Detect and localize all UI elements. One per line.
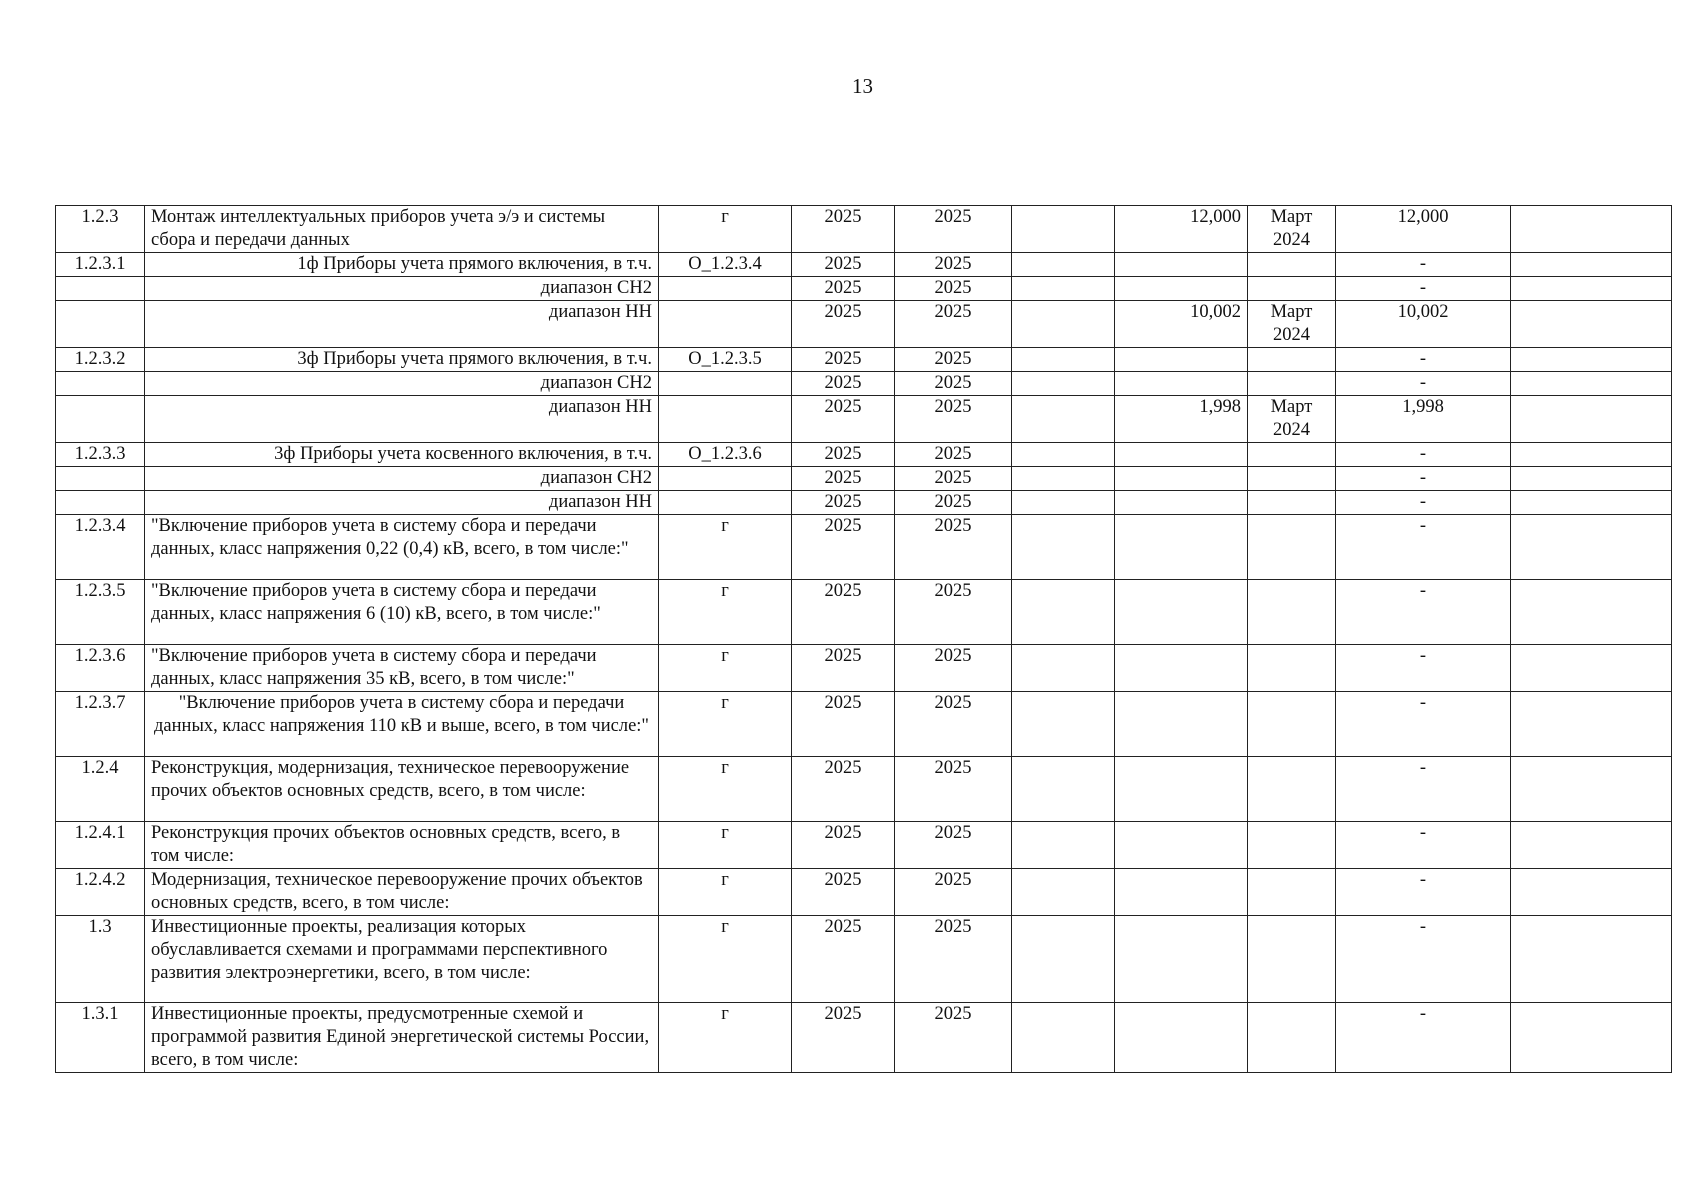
table-row [56, 443, 1672, 467]
row-value [1115, 916, 1248, 1003]
row-code: г [659, 1003, 792, 1073]
row-name: 3ф Приборы учета прямого включения, в т.ч. [145, 348, 659, 372]
row-total: - [1336, 580, 1511, 645]
row-year-end: 2025 [895, 253, 1012, 277]
row-date [1248, 253, 1336, 277]
row-year-end: 2025 [895, 396, 1012, 443]
table-body [56, 206, 1672, 1073]
row-name: диапазон НН [145, 396, 659, 443]
row-code [659, 491, 792, 515]
row-year-end: 2025 [895, 301, 1012, 348]
row-code [659, 467, 792, 491]
row-total: - [1336, 692, 1511, 757]
row-year-start: 2025 [792, 467, 895, 491]
row-total: - [1336, 1003, 1511, 1073]
row-date [1248, 491, 1336, 515]
row-total: - [1336, 869, 1511, 916]
row-total: - [1336, 515, 1511, 580]
row-date [1248, 916, 1336, 1003]
row-year-start: 2025 [792, 692, 895, 757]
row-empty-cell [1511, 515, 1672, 580]
row-name: 3ф Приборы учета косвенного включения, в т.ч. [145, 443, 659, 467]
row-code [659, 372, 792, 396]
row-name: диапазон НН [145, 301, 659, 348]
row-code: г [659, 869, 792, 916]
table-row [56, 348, 1672, 372]
row-total: - [1336, 916, 1511, 1003]
table-row [56, 1003, 1672, 1073]
row-value [1115, 692, 1248, 757]
row-name: "Включение приборов учета в систему сбора и передачи данных, класс напряжения 35 кВ, всего, в том числе:" [145, 645, 659, 692]
row-year-start: 2025 [792, 822, 895, 869]
row-date [1248, 692, 1336, 757]
row-year-start: 2025 [792, 645, 895, 692]
row-empty-cell [1012, 916, 1115, 1003]
row-date [1248, 645, 1336, 692]
row-number [56, 467, 145, 491]
row-date [1248, 372, 1336, 396]
row-empty-cell [1012, 372, 1115, 396]
row-empty-cell [1511, 467, 1672, 491]
row-value [1115, 645, 1248, 692]
row-empty-cell [1511, 277, 1672, 301]
row-date [1248, 467, 1336, 491]
row-empty-cell [1511, 348, 1672, 372]
investment-table [55, 205, 1672, 1073]
row-date [1248, 822, 1336, 869]
page-number: 13 [852, 74, 873, 98]
row-total: 12,000 [1336, 206, 1511, 253]
row-value [1115, 253, 1248, 277]
row-name: диапазон НН [145, 491, 659, 515]
row-total: - [1336, 372, 1511, 396]
row-code: г [659, 692, 792, 757]
row-total: - [1336, 822, 1511, 869]
row-empty-cell [1511, 822, 1672, 869]
table-row [56, 822, 1672, 869]
row-empty-cell [1511, 396, 1672, 443]
row-year-end: 2025 [895, 757, 1012, 822]
row-empty-cell [1511, 253, 1672, 277]
row-year-end: 2025 [895, 277, 1012, 301]
table-row [56, 692, 1672, 757]
row-code: г [659, 580, 792, 645]
row-year-end: 2025 [895, 515, 1012, 580]
row-name: Модернизация, техническое перевооружение прочих объектов основных средств, всего, в том числе: [145, 869, 659, 916]
row-empty-cell [1511, 916, 1672, 1003]
row-total: - [1336, 467, 1511, 491]
row-empty-cell [1012, 515, 1115, 580]
row-total: - [1336, 491, 1511, 515]
row-year-start: 2025 [792, 206, 895, 253]
row-empty-cell [1511, 757, 1672, 822]
table-row [56, 491, 1672, 515]
row-date [1248, 348, 1336, 372]
row-number [56, 277, 145, 301]
row-empty-cell [1511, 645, 1672, 692]
row-date [1248, 580, 1336, 645]
row-year-end: 2025 [895, 348, 1012, 372]
table-row [56, 253, 1672, 277]
row-year-start: 2025 [792, 372, 895, 396]
row-year-start: 2025 [792, 253, 895, 277]
row-year-start: 2025 [792, 348, 895, 372]
row-value [1115, 348, 1248, 372]
row-name: диапазон СН2 [145, 277, 659, 301]
row-name: Инвестиционные проекты, предусмотренные схемой и программой развития Единой энергетической системы России, всего, в том числе: [145, 1003, 659, 1073]
row-empty-cell [1012, 301, 1115, 348]
row-code [659, 396, 792, 443]
row-value [1115, 580, 1248, 645]
row-year-end: 2025 [895, 467, 1012, 491]
row-code: г [659, 206, 792, 253]
row-empty-cell [1511, 1003, 1672, 1073]
row-value [1115, 869, 1248, 916]
row-name: 1ф Приборы учета прямого включения, в т.ч. [145, 253, 659, 277]
row-name: Реконструкция, модернизация, техническое перевооружение прочих объектов основных средств, всего, в том числе: [145, 757, 659, 822]
row-name: "Включение приборов учета в систему сбора и передачи данных, класс напряжения 6 (10) кВ, всего, в том числе:" [145, 580, 659, 645]
row-year-start: 2025 [792, 515, 895, 580]
row-year-end: 2025 [895, 822, 1012, 869]
row-year-end: 2025 [895, 869, 1012, 916]
row-number: 1.2.3.2 [56, 348, 145, 372]
row-number [56, 372, 145, 396]
table-row [56, 396, 1672, 443]
row-total: - [1336, 253, 1511, 277]
row-empty-cell [1511, 372, 1672, 396]
row-year-start: 2025 [792, 869, 895, 916]
table-row [56, 467, 1672, 491]
row-empty-cell [1012, 822, 1115, 869]
row-empty-cell [1012, 277, 1115, 301]
row-empty-cell [1511, 692, 1672, 757]
row-empty-cell [1012, 1003, 1115, 1073]
row-year-end: 2025 [895, 916, 1012, 1003]
row-year-end: 2025 [895, 580, 1012, 645]
row-value [1115, 467, 1248, 491]
row-code: О_1.2.3.6 [659, 443, 792, 467]
row-number: 1.2.3.4 [56, 515, 145, 580]
row-year-end: 2025 [895, 1003, 1012, 1073]
row-name: диапазон СН2 [145, 467, 659, 491]
row-total: - [1336, 348, 1511, 372]
row-date [1248, 515, 1336, 580]
row-empty-cell [1511, 869, 1672, 916]
row-code: О_1.2.3.5 [659, 348, 792, 372]
table-row [56, 916, 1672, 1003]
row-empty-cell [1511, 491, 1672, 515]
row-code: г [659, 916, 792, 1003]
row-empty-cell [1511, 443, 1672, 467]
row-number: 1.2.3 [56, 206, 145, 253]
row-total: - [1336, 277, 1511, 301]
row-number: 1.2.4 [56, 757, 145, 822]
row-year-end: 2025 [895, 443, 1012, 467]
row-empty-cell [1012, 491, 1115, 515]
row-date: Март 2024 [1248, 206, 1336, 253]
row-date: Март 2024 [1248, 301, 1336, 348]
row-code: г [659, 645, 792, 692]
row-year-start: 2025 [792, 1003, 895, 1073]
row-empty-cell [1511, 580, 1672, 645]
row-name: диапазон СН2 [145, 372, 659, 396]
row-empty-cell [1012, 396, 1115, 443]
row-year-end: 2025 [895, 491, 1012, 515]
row-year-start: 2025 [792, 277, 895, 301]
row-year-end: 2025 [895, 645, 1012, 692]
row-value [1115, 372, 1248, 396]
row-number [56, 491, 145, 515]
row-empty-cell [1511, 301, 1672, 348]
row-value: 12,000 [1115, 206, 1248, 253]
row-total: 1,998 [1336, 396, 1511, 443]
row-year-end: 2025 [895, 372, 1012, 396]
table-row [56, 206, 1672, 253]
row-code: г [659, 515, 792, 580]
table-row [56, 372, 1672, 396]
row-number: 1.2.3.6 [56, 645, 145, 692]
row-number: 1.2.3.5 [56, 580, 145, 645]
table-row [56, 645, 1672, 692]
row-date [1248, 1003, 1336, 1073]
row-empty-cell [1012, 348, 1115, 372]
row-name: Реконструкция прочих объектов основных средств, всего, в том числе: [145, 822, 659, 869]
row-code [659, 301, 792, 348]
row-year-start: 2025 [792, 301, 895, 348]
row-code [659, 277, 792, 301]
row-number: 1.3.1 [56, 1003, 145, 1073]
row-number: 1.2.4.1 [56, 822, 145, 869]
row-date [1248, 757, 1336, 822]
row-name: "Включение приборов учета в систему сбора и передачи данных, класс напряжения 0,22 (0,4) кВ, всего, в том числе:" [145, 515, 659, 580]
table-row [56, 277, 1672, 301]
row-value [1115, 757, 1248, 822]
row-date [1248, 869, 1336, 916]
row-year-start: 2025 [792, 916, 895, 1003]
row-number: 1.2.3.3 [56, 443, 145, 467]
row-number [56, 396, 145, 443]
table-row [56, 869, 1672, 916]
row-value [1115, 822, 1248, 869]
row-empty-cell [1012, 869, 1115, 916]
row-number: 1.2.3.1 [56, 253, 145, 277]
row-total: 10,002 [1336, 301, 1511, 348]
row-number: 1.2.3.7 [56, 692, 145, 757]
row-value [1115, 443, 1248, 467]
row-date: Март 2024 [1248, 396, 1336, 443]
row-value [1115, 277, 1248, 301]
row-empty-cell [1012, 645, 1115, 692]
row-code: О_1.2.3.4 [659, 253, 792, 277]
row-year-start: 2025 [792, 396, 895, 443]
row-empty-cell [1012, 692, 1115, 757]
row-year-start: 2025 [792, 580, 895, 645]
row-year-start: 2025 [792, 757, 895, 822]
row-value [1115, 491, 1248, 515]
row-number: 1.2.4.2 [56, 869, 145, 916]
row-date [1248, 443, 1336, 467]
row-total: - [1336, 645, 1511, 692]
row-value [1115, 1003, 1248, 1073]
row-total: - [1336, 443, 1511, 467]
table-row [56, 515, 1672, 580]
row-value [1115, 515, 1248, 580]
row-empty-cell [1012, 206, 1115, 253]
row-year-end: 2025 [895, 692, 1012, 757]
table-row [56, 580, 1672, 645]
row-name: Монтаж интеллектуальных приборов учета э/э и системы сбора и передачи данных [145, 206, 659, 253]
row-code: г [659, 757, 792, 822]
row-value: 10,002 [1115, 301, 1248, 348]
row-empty-cell [1012, 580, 1115, 645]
row-name: Инвестиционные проекты, реализация которых обуславливается схемами и программами перспективного развития электроэнергетики, всего, в том числе: [145, 916, 659, 1003]
row-empty-cell [1012, 757, 1115, 822]
row-name: "Включение приборов учета в систему сбора и передачи данных, класс напряжения 110 кВ и выше, всего, в том числе:" [145, 692, 659, 757]
row-value: 1,998 [1115, 396, 1248, 443]
table-row [56, 757, 1672, 822]
row-year-end: 2025 [895, 206, 1012, 253]
row-empty-cell [1012, 443, 1115, 467]
row-number: 1.3 [56, 916, 145, 1003]
row-year-start: 2025 [792, 491, 895, 515]
row-date [1248, 277, 1336, 301]
row-total: - [1336, 757, 1511, 822]
row-empty-cell [1012, 253, 1115, 277]
row-empty-cell [1012, 467, 1115, 491]
row-code: г [659, 822, 792, 869]
row-empty-cell [1511, 206, 1672, 253]
row-number [56, 301, 145, 348]
row-year-start: 2025 [792, 443, 895, 467]
table-row [56, 301, 1672, 348]
